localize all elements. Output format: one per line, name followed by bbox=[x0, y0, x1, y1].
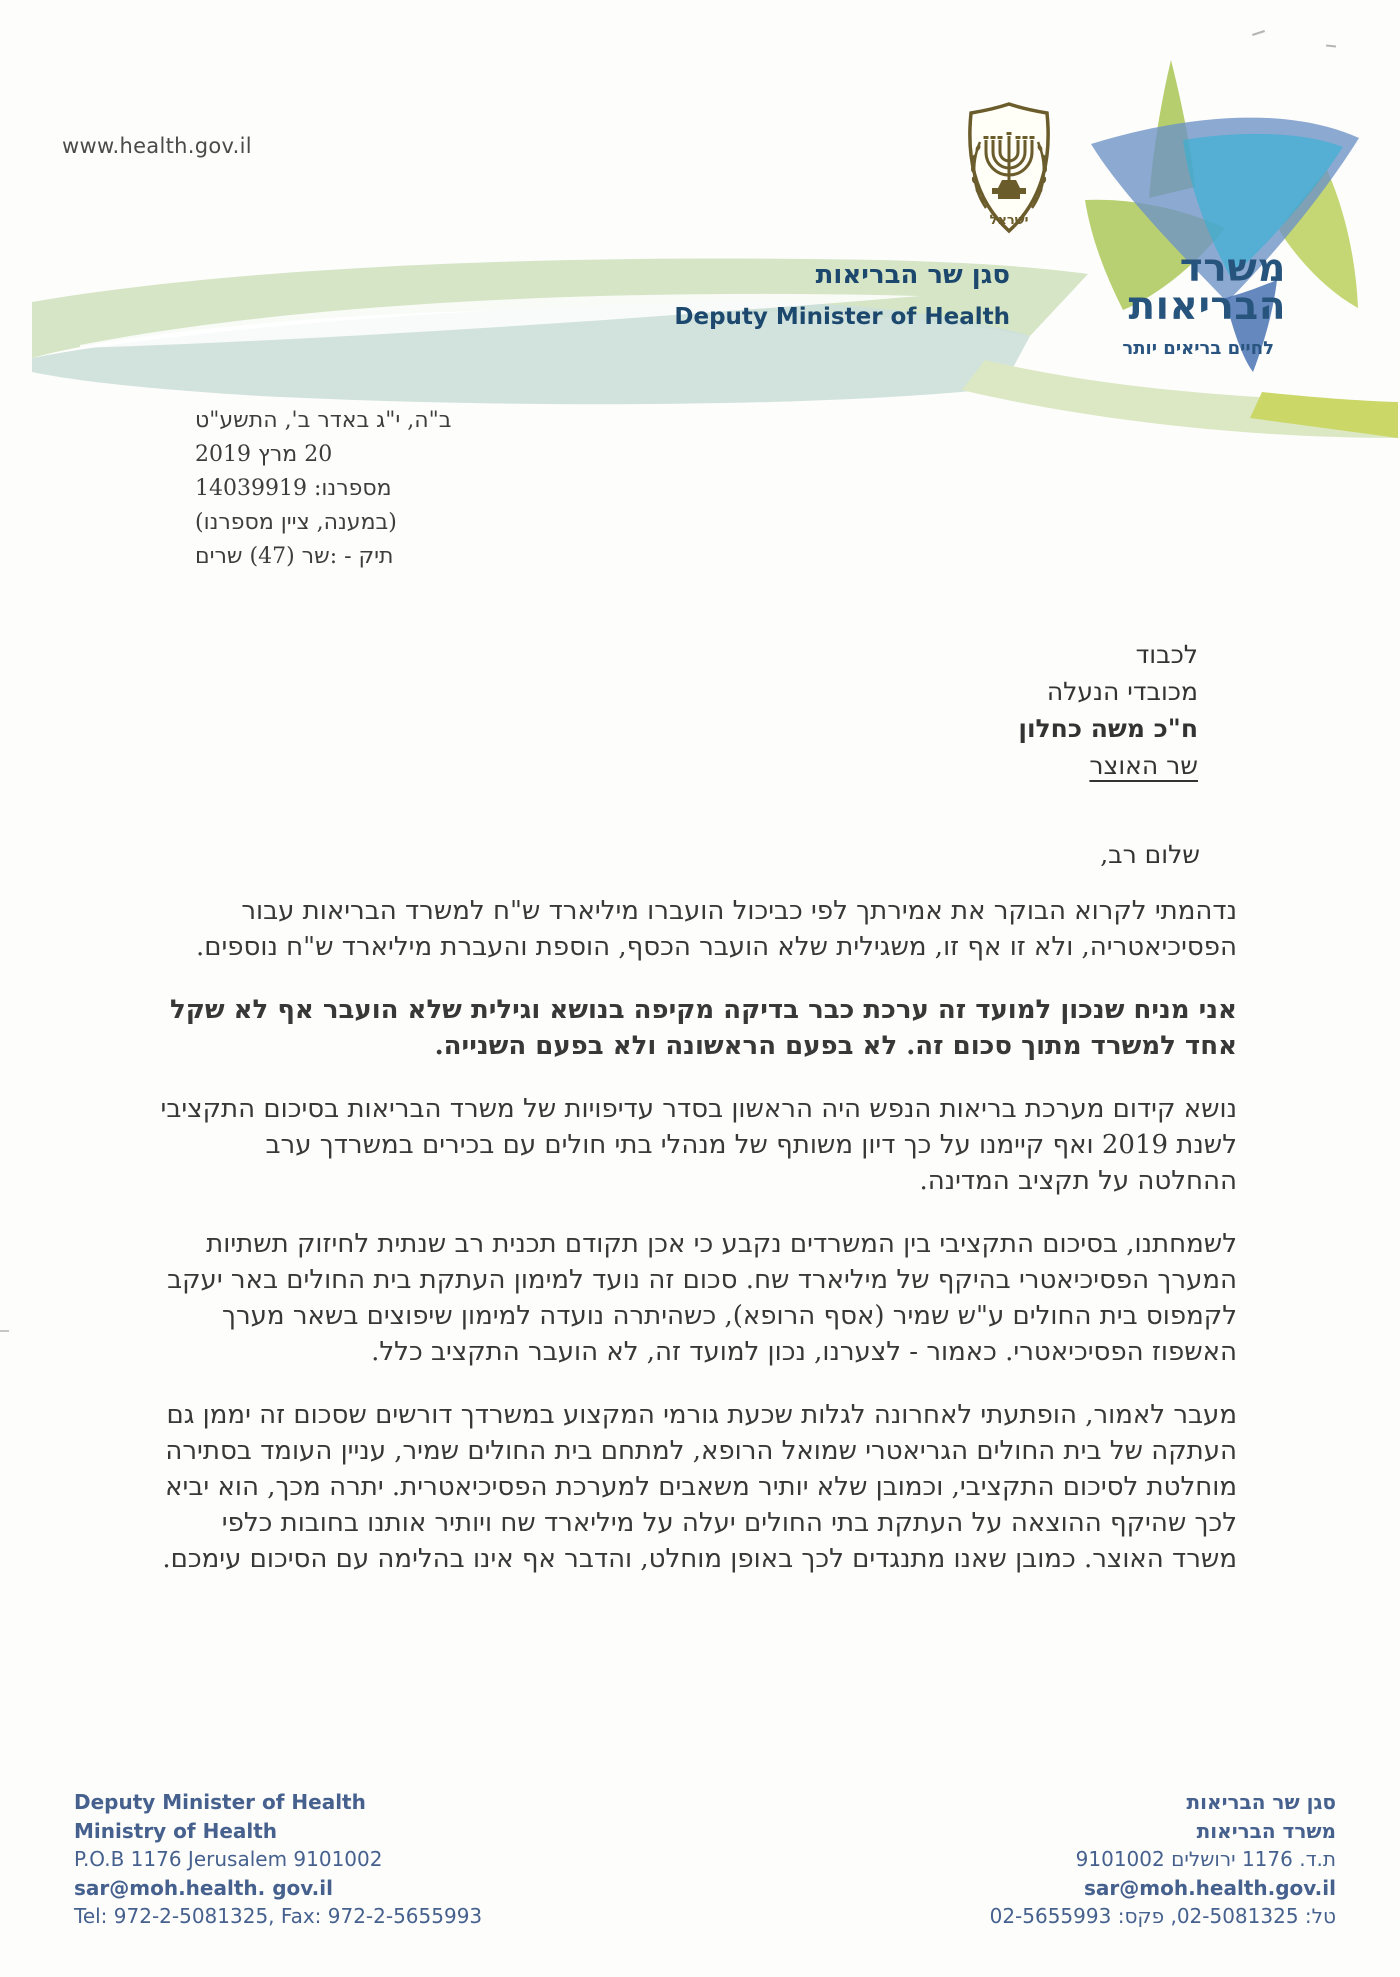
scan-speck bbox=[1326, 44, 1336, 47]
addressee-title: שר האוצר bbox=[1089, 751, 1198, 780]
scan-speck bbox=[1252, 30, 1265, 36]
body-paragraph-1: נדהמתי לקרוא הבוקר את אמירתך לפי כביכול הועברו מיליארד ש"ח למשרד הבריאות עבור הפסיכיאטריה, ולא זו אף זו, משגילית שלא הועבר הכסף, הוספת והעברת מיליארד ש"ח נוספים. bbox=[195, 896, 1237, 962]
ministry-of-health-logo-icon bbox=[1075, 52, 1395, 382]
footer-en-dept: Deputy Minister of Health bbox=[74, 1790, 366, 1814]
footer-he-ministry: משרד הבריאות bbox=[1196, 1818, 1336, 1843]
ref-date: 20 מרץ 2019 bbox=[195, 442, 333, 467]
site-url: www.health.gov.il bbox=[62, 134, 252, 158]
addressee-name: ח"כ משה כחלון bbox=[1018, 714, 1198, 743]
dept-title-english: Deputy Minister of Health bbox=[674, 304, 1010, 330]
ministry-word-1: משרד bbox=[1179, 246, 1286, 291]
ref-hebrew-date: ב"ה, י"ג באדר ב', התשע"ט bbox=[195, 408, 452, 433]
footer-hebrew bbox=[990, 1788, 1336, 1931]
body-paragraph-2: אני מניח שנכון למועד זה ערכת כבר בדיקה מקיפה בנושא וגילית שלא הועבר אף לא שקל אחד למשרד מתוך סכום זה. לא בפעם הראשונה ולא בפעם השנייה. bbox=[169, 995, 1237, 1061]
footer-en-address: P.O.B 1176 Jerusalem 9101002 bbox=[74, 1847, 383, 1871]
reference-block bbox=[195, 404, 451, 574]
letter-body bbox=[159, 893, 1237, 1604]
addressee-honorific: מכובדי הנעלה bbox=[1046, 677, 1198, 706]
body-paragraph-5: מעבר לאמור, הופתעתי לאחרונה לגלות שכעת גורמי המקצוע במשרדך דורשים שסכום זה יממן גם העתקה של בית החולים הגריאטרי שמואל הרופא, למתחם בית החולים שמיר, עניין העומד בסתירה מוחלטת לסיכום התקציבי, וכמובן שלא יותיר משאבים למערכת הפסיכיאטרית. יתרה מכך, הוא יביא לכך שהיקף ההוצאה על העתקת בתי החולים יעלה על מיליארד שח ויותיר אותנו בחובות כלפי משרד האוצר. כמובן שאנו מתנגדים לכך באופן מוחלט, והדבר אף אינו בהלימה עם הסיכום עימכם. bbox=[162, 1400, 1237, 1574]
footer-english bbox=[74, 1788, 482, 1931]
scan-speck bbox=[0, 1330, 9, 1332]
dept-title-hebrew: סגן שר הבריאות bbox=[815, 260, 1010, 290]
ministry-tagline: לחיים בריאים יותר bbox=[1122, 338, 1274, 359]
footer-he-address: ת.ד. 1176 ירושלים 9101002 bbox=[1075, 1847, 1336, 1871]
ministry-wordmark bbox=[1128, 246, 1286, 329]
footer-en-ministry: Ministry of Health bbox=[74, 1818, 278, 1843]
ref-number: מספרנו: 14039919 bbox=[195, 476, 392, 501]
addressee-block bbox=[1018, 636, 1198, 784]
israel-state-emblem-icon bbox=[956, 100, 1062, 236]
ref-file: תיק - :שר (47) שרים bbox=[195, 544, 394, 569]
footer-en-phone: Tel: 972-2-5081325, Fax: 972-2-5655993 bbox=[74, 1904, 483, 1928]
salutation: שלום רב, bbox=[1100, 840, 1200, 869]
footer-he-email: sar@moh.health.gov.il bbox=[1083, 1875, 1336, 1900]
emblem-caption: ישראל bbox=[989, 213, 1029, 228]
ministry-word-2: הבריאות bbox=[1128, 284, 1286, 329]
footer-he-dept: סגן שר הבריאות bbox=[1186, 1790, 1336, 1814]
footer-he-phone: טל: 02-5081325, פקס: 02-5655993 bbox=[989, 1904, 1336, 1928]
ref-reply-note: (במענה, ציין מספרנו) bbox=[195, 510, 397, 535]
footer-en-email: sar@moh.health. gov.il bbox=[74, 1875, 333, 1900]
body-paragraph-4: לשמחתנו, בסיכום התקציבי בין המשרדים נקבע כי אכן תקודם תכנית רב שנתית לחיזוק תשתיות המערך הפסיכיאטרי בהיקף של מיליארד שח. סכום זה נועד למימון העתקת בית החולים באר יעקב לקמפוס בית החולים ע"ש שמיר (אסף הרופא), כשהיתרה נועדה למימון שיפוצים בשאר מערך האשפוז הפסיכיאטרי. כאמור - לצערנו, נכון למועד זה, לא הועבר התקציב כלל. bbox=[167, 1229, 1237, 1367]
body-paragraph-3: נושא קידום מערכת בריאות הנפש היה הראשון בסדר עדיפויות של משרד הבריאות בסיכום התקציבי לשנת 2019 ואף קיימנו על כך דיון משותף של מנהלי בתי חולים עם בכירים במשרדך ערב ההחלטה על תקציב המדינה. bbox=[160, 1094, 1237, 1196]
addressee-to: לכבוד bbox=[1135, 640, 1198, 669]
